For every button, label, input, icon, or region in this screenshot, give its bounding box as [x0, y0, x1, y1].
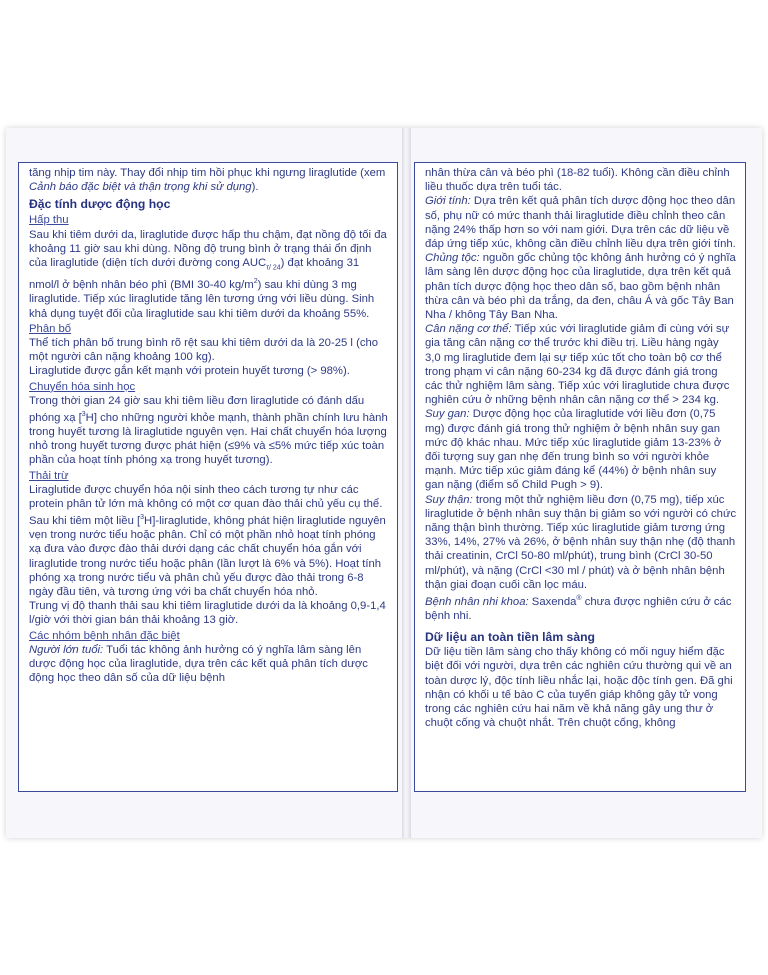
intro-paragraph: tăng nhịp tim này. Thay đổi nhịp tim hồi phục khi ngưng liraglutide (xem Cảnh báo đặc biệt và thận trọng khi sử dụng). — [29, 167, 386, 194]
continued-paragraph: nhân thừa cân và béo phì (18-82 tuổi). Không cần điều chỉnh liều thuốc dựa trên tuổi tác. — [425, 167, 730, 194]
absorption-paragraph: Sau khi tiêm dưới da, liraglutide được hấp thu chậm, đạt nồng độ tối đa khoảng 11 giờ sau khi dùng. Nồng độ trung bình ở trạng thái ổn định của liraglutide (diện tích dưới đường cong $AUC_{\tau/ 24}$) đạt khoảng 31 nmol/l ở bệnh nhân béo phì (BMI 30-40 $kg/m^2$) sau khi dùng 3 mg liraglutide. Tiếp xúc liraglutide tăng lên tương ứng với liều dùng. Sinh khả dụng tuyệt đối của liraglutide sau khi tiêm dưới da khoảng 55%. — [29, 228, 387, 320]
heading-distribution: Phân bố — [29, 322, 72, 335]
right-page — [414, 162, 746, 792]
heading-metabolism: Chuyển hóa sinh học — [29, 380, 136, 393]
elimination-paragraph-2: Trung vị độ thanh thải sau khi tiêm liraglutide dưới da là khoảng 0,9-1,4 l/giờ với thời gian bán thải khoảng 13 giờ. — [29, 600, 386, 627]
body-weight-paragraph: Cân nặng cơ thể: Tiếp xúc với liraglutide giảm đi cùng với sự gia tăng cân nặng cơ thể trước khi điều trị. Liều hàng ngày 3,0 mg liraglutide đem lại sự tiếp xúc tốt cho toàn bộ cơ thể trong phạm vi cân nặng 60-234 kg đã được đánh giá trong các thử nghiệm lâm sàng. Tiếp xúc với liraglutide chưa được nghiên cứu ở những bệnh nhân cân nặng cơ thể > 234 kg. — [425, 323, 730, 407]
heading-preclinical-safety: Dữ liệu an toàn tiền lâm sàng — [425, 630, 596, 645]
elimination-paragraph-1: Liraglutide được chuyển hóa nội sinh theo cách tương tự như các protein phân tử lớn mà không có một cơ quan đào thải chủ yếu cụ thể. Sau khi tiêm một liều [$^3$H]-liraglutide, không phát hiện liraglutide nguyên vẹn trong nước tiểu hoặc phân. Chỉ có một phần nhỏ hoạt tính phóng xạ đưa vào được đào thải dưới dạng các chất chuyển hóa gắn với liraglutide trong nước tiểu hoặc phân (lần lượt là 6% và 5%). Hoạt tính phóng xạ trong nước tiểu và phân chủ yếu được đào thải trong 6-8 ngày đầu tiên, và tương ứng với ba chất chuyển hóa nhỏ. — [29, 483, 386, 599]
distribution-paragraph-2: Liraglutide được gắn kết mạnh với protein huyết tương (> 98%). — [29, 365, 350, 378]
page-fold — [402, 128, 411, 838]
heading-elimination: Thải trừ — [29, 469, 69, 482]
heading-pharmacokinetics: Đặc tính dược động học — [29, 197, 171, 212]
document-sheet — [6, 128, 762, 838]
pediatric-paragraph: Bệnh nhân nhi khoa: Saxenda® chưa được nghiên cứu ở các bệnh nhi. — [425, 595, 732, 623]
gender-paragraph: Giới tính: Dựa trên kết quả phân tích dược động học theo dân số, phụ nữ có mức thanh thải liraglutide điều chỉnh theo cân nặng 24% thấp hơn so với nam giới. Dựa trên các dữ liệu về đáp ứng tiếp xúc, không cần điều chỉnh liều dựa trên giới tính. — [425, 195, 736, 251]
metabolism-paragraph: Trong thời gian 24 giờ sau khi tiêm liều đơn liraglutide có đánh dấu phóng xạ [$^3$H] cho những người khỏe mạnh, thành phần chính lưu hành trong huyết tương là liraglutide nguyên vẹn. Hai chất chuyển hóa lượng nhỏ trong huyết tương được phát hiện (≤9% và ≤5% mức tiếp xúc toàn phần của hoạt tính phóng xạ trong huyết tương). — [29, 394, 388, 467]
heading-special-groups: Các nhóm bệnh nhân đặc biệt — [29, 629, 180, 642]
distribution-paragraph-1: Thể tích phân bố trung bình rõ rệt sau khi tiêm dưới da là 20-25 l (cho một người cân nặng khoảng 100 kg). — [29, 337, 379, 364]
elderly-paragraph: Người lớn tuổi: Tuổi tác không ảnh hưởng có ý nghĩa lâm sàng lên dược động học của liraglutide, dựa trên các kết quả phân tích dược động học theo dân số của dữ liệu bệnh — [29, 643, 368, 685]
heading-absorption: Hấp thu — [29, 214, 69, 227]
race-paragraph: Chủng tộc: nguồn gốc chủng tộc không ảnh hưởng có ý nghĩa lâm sàng lên dược động học của liraglutide, dựa trên kết quả phân tích dược động học theo dân số, bao gồm bệnh nhân thừa cân và béo phì da trắng, da đen, châu Á và gốc Tây Ban Nha / không Tây Ban Nha. — [425, 252, 736, 322]
preclinical-paragraph: Dữ liệu tiền lâm sàng cho thấy không có mối nguy hiểm đặc biệt đối với người, dựa trên các nghiên cứu thường qui về an toàn dược lý, độc tính liều nhắc lại, hoặc độc tính gen. Đã ghi nhận có khối u tế bào C của tuyến giáp không gây tử vong trong các nghiên cứu hai năm về khả năng gây ung thư ở chuột cống và chuột nhắt. Trên chuột cống, không — [425, 646, 733, 730]
left-page — [18, 162, 398, 792]
renal-paragraph: Suy thận: trong một thử nghiệm liều đơn (0,75 mg), tiếp xúc liraglutide ở bệnh nhân suy thận bị giảm so với người có chức năng thận bình thường. Tiếp xúc liraglutide giảm tương ứng 33%, 14%, 27% và 26%, ở bệnh nhân suy thận nhẹ (độ thanh thải creatinin, CrCl 50-80 ml/phút), trung bình (CrCl 30-50 ml/phút), và nặng (CrCl <30 ml / phút) và ở bệnh nhân bệnh thận giai đoạn cuối cần lọc máu. — [425, 493, 737, 591]
hepatic-paragraph: Suy gan: Dược động học của liraglutide với liều đơn (0,75 mg) được đánh giá trong thử nghiệm ở bệnh nhân suy gan mức độ khác nhau. Mức tiếp xúc liraglutide giảm 13-23% ở đối tượng suy gan nhẹ đến trung bình so với người khỏe mạnh. Mức tiếp xúc giảm đáng kể (44%) ở bệnh nhân suy gan nặng (điểm số Child Pugh > 9). — [425, 408, 722, 492]
